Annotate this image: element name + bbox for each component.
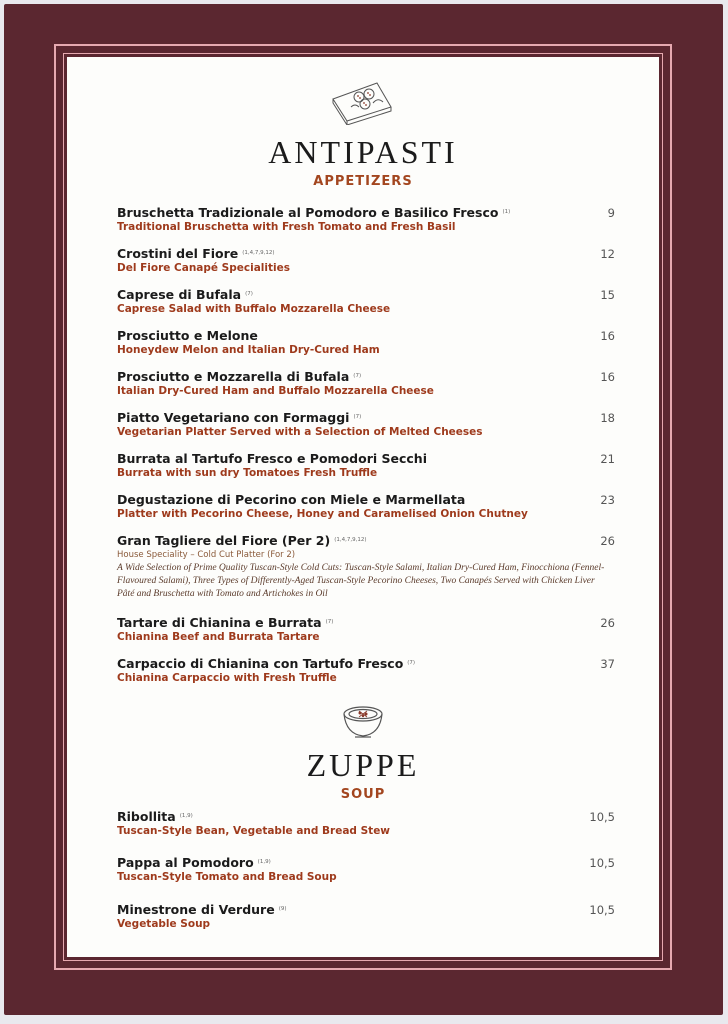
item-long-description: A Wide Selection of Prime Quality Tuscan-Style Cold Cuts: Tuscan-Style Salami, Italian Dry-Cured Ham, Finocchiona (Fennel-Flavoured Salami), Three Types of Differently-Aged Tuscan-Style Pecorino Cheeses, Two Canapés Served with Chicken Liver Pâté and Bruschetta with Tomato and Artichokes in Oil: [117, 563, 605, 599]
item-name: Prosciutto e Mozzarella di Bufala: [117, 369, 350, 384]
zuppe-title: ZUPPE: [306, 747, 420, 783]
item-description: Del Fiore Canapé Specialities: [117, 262, 290, 274]
item-description: Chianina Carpaccio with Fresh Truffle: [117, 672, 337, 684]
menu-item: [117, 902, 617, 930]
soup-bowl-icon: [340, 702, 386, 742]
menu-item: [117, 492, 617, 520]
item-description: Tuscan-Style Bean, Vegetable and Bread Stew: [117, 825, 391, 837]
item-note: House Speciality – Cold Cut Platter (For 2): [117, 550, 296, 560]
allergen-codes: (7): [325, 619, 334, 625]
item-price: 15: [600, 288, 615, 302]
menu-item-tagliere: [117, 533, 617, 601]
item-price: 16: [600, 329, 615, 343]
item-price: 10,5: [589, 810, 615, 824]
menu-item: [117, 287, 617, 315]
antipasti-title: ANTIPASTI: [268, 134, 458, 170]
item-name: Prosciutto e Melone: [117, 328, 258, 343]
antipasti-subtitle: APPETIZERS: [313, 174, 413, 189]
item-description: Caprese Salad with Buffalo Mozzarella Cheese: [117, 303, 391, 315]
allergen-codes: (1,9): [257, 859, 271, 865]
allergen-codes: (7): [245, 291, 253, 297]
item-price: 16: [600, 370, 615, 384]
menu-item: [117, 328, 617, 356]
allergen-codes: (1,9): [179, 813, 193, 819]
item-name: Bruschetta Tradizionale al Pomodoro e Basilico Fresco: [117, 205, 499, 220]
item-description: Vegetarian Platter Served with a Selection of Melted Cheeses: [117, 426, 483, 438]
allergen-codes: (9): [278, 906, 287, 912]
menu-item: [117, 246, 617, 274]
item-price: 21: [600, 452, 615, 466]
item-name: Degustazione di Pecorino con Miele e Marmellata: [117, 492, 466, 507]
item-price: 18: [600, 411, 615, 425]
menu-item: [117, 369, 617, 397]
item-price: 23: [600, 493, 615, 507]
item-name: Piatto Vegetariano con Formaggi: [117, 410, 350, 425]
item-description: Italian Dry-Cured Ham and Buffalo Mozzarella Cheese: [117, 385, 434, 397]
menu-item: [117, 809, 617, 837]
item-name: Burrata al Tartufo Fresco e Pomodori Secchi: [117, 451, 427, 466]
item-description: Tuscan-Style Tomato and Bread Soup: [117, 871, 337, 883]
item-description: Chianina Beef and Burrata Tartare: [117, 631, 320, 643]
allergen-codes: (1,4,7,9,12): [242, 250, 275, 256]
item-description: Honeydew Melon and Italian Dry-Cured Ham: [117, 344, 380, 356]
menu-item: [117, 656, 617, 684]
allergen-codes: (1,4,7,9,12): [334, 537, 367, 543]
item-name: Tartare di Chianina e Burrata: [117, 615, 322, 630]
item-description: Traditional Bruschetta with Fresh Tomato and Fresh Basil: [117, 221, 456, 233]
item-name: Crostini del Fiore: [117, 246, 239, 261]
menu-page: [67, 57, 659, 957]
item-price: 37: [600, 657, 615, 671]
item-price: 26: [600, 616, 615, 630]
item-description: Platter with Pecorino Cheese, Honey and Caramelised Onion Chutney: [117, 508, 528, 520]
allergen-codes: (7): [353, 414, 362, 420]
menu-item: [117, 410, 617, 438]
menu-item: [117, 451, 617, 479]
item-price: 26: [600, 534, 615, 548]
item-price: 9: [607, 206, 615, 220]
allergen-codes: (1): [502, 209, 511, 215]
item-name: Pappa al Pomodoro: [117, 855, 254, 870]
menu-item: [117, 615, 617, 643]
allergen-codes: (7): [407, 660, 416, 666]
item-name: Minestrone di Verdure: [117, 902, 275, 917]
item-name: Caprese di Bufala: [117, 287, 242, 302]
menu-item: [117, 205, 617, 233]
item-description: Vegetable Soup: [117, 918, 211, 930]
item-price: 10,5: [589, 903, 615, 917]
item-name: Gran Tagliere del Fiore (Per 2): [117, 533, 331, 548]
item-price: 10,5: [589, 856, 615, 870]
zuppe-subtitle: SOUP: [340, 787, 386, 802]
item-description: Burrata with sun dry Tomatoes Fresh Truffle: [117, 467, 378, 479]
allergen-codes: (7): [353, 373, 362, 379]
item-name: Ribollita: [117, 809, 176, 824]
item-price: 12: [600, 247, 615, 261]
cutting-board-icon: [329, 77, 395, 125]
item-name: Carpaccio di Chianina con Tartufo Fresco: [117, 656, 404, 671]
menu-item: [117, 855, 617, 883]
